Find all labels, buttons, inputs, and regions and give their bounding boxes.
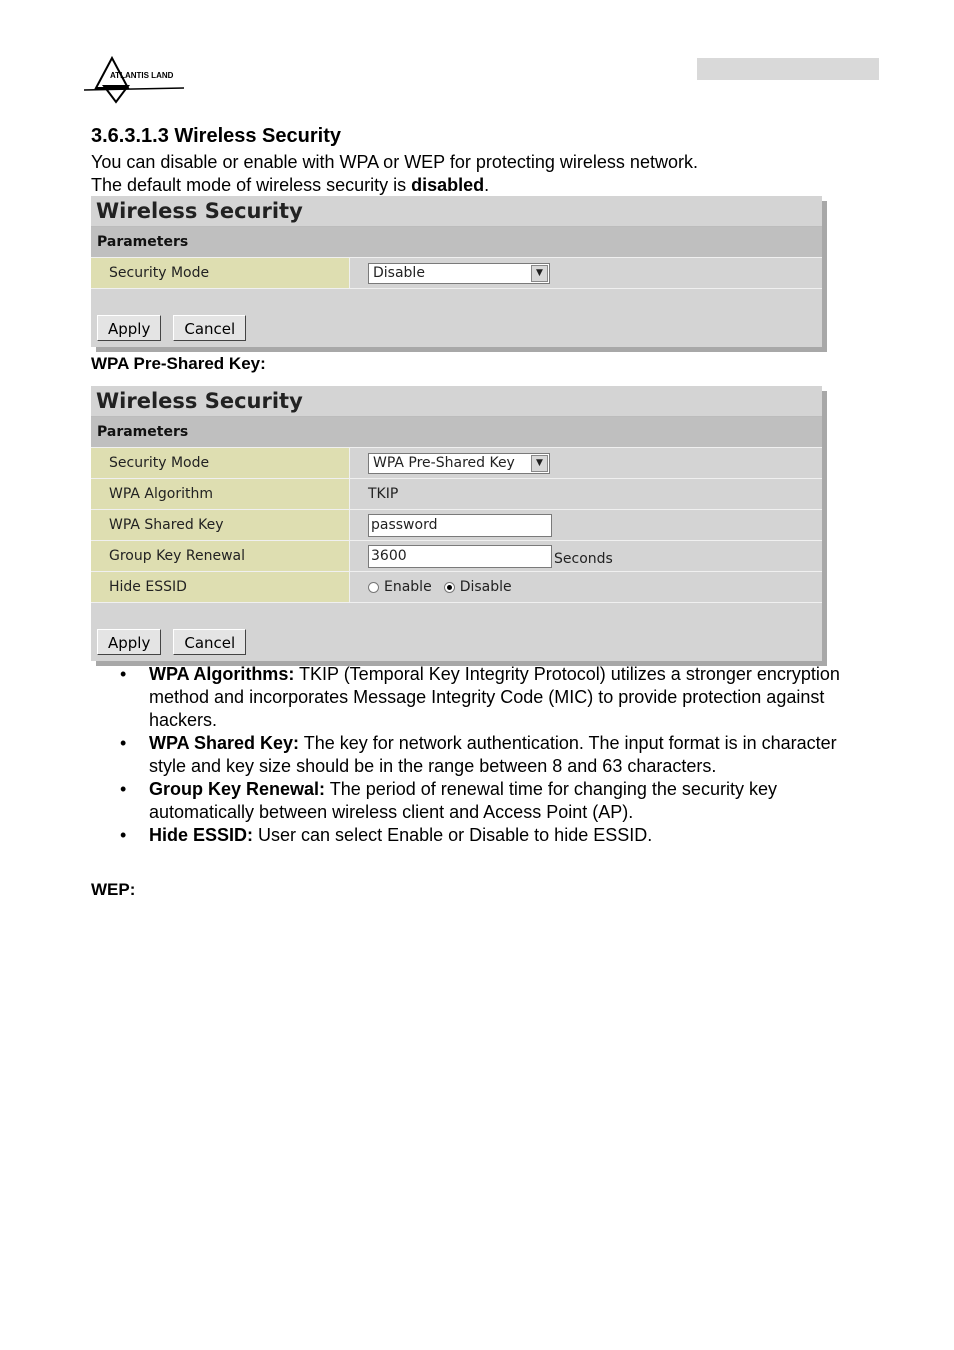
group-key-renewal-label: Group Key Renewal bbox=[91, 541, 349, 571]
parameters-header: Parameters bbox=[91, 227, 822, 257]
list-item bbox=[149, 824, 849, 847]
wpa-shared-key-input[interactable]: password bbox=[368, 514, 552, 537]
panel-title: Wireless Security bbox=[91, 386, 822, 417]
button-row bbox=[91, 629, 822, 661]
apply-button[interactable]: Apply bbox=[97, 629, 161, 655]
bullet-term: WPA Shared Key: bbox=[149, 733, 300, 753]
intro-line-2-prefix: The default mode of wireless security is bbox=[91, 175, 412, 195]
chevron-down-icon[interactable]: ▼ bbox=[531, 265, 548, 282]
bullet-term: Group Key Renewal: bbox=[149, 779, 326, 799]
intro-default-mode: disabled bbox=[411, 175, 485, 195]
list-item bbox=[149, 732, 849, 778]
hide-essid-cell bbox=[349, 572, 822, 602]
disable-radio-label[interactable]: Disable bbox=[459, 579, 512, 595]
button-row bbox=[91, 315, 822, 347]
bullet-text: User can select Enable or Disable to hide ESSID. bbox=[253, 825, 653, 845]
wep-heading: WEP: bbox=[91, 880, 136, 899]
cancel-button[interactable]: Cancel bbox=[173, 629, 246, 655]
bullet-text: The key for network authentication. The input format is in character style and key size should be in the range between 8 and 63 characters. bbox=[149, 733, 837, 776]
security-mode-select[interactable] bbox=[368, 263, 550, 284]
intro-line-2-suffix: . bbox=[484, 175, 490, 195]
security-mode-label: Security Mode bbox=[91, 258, 349, 288]
intro-line-1: You can disable or enable with WPA or WEP for protecting wireless network. bbox=[91, 152, 698, 172]
security-mode-cell bbox=[349, 448, 822, 478]
bullet-text: TKIP (Temporal Key Integrity Protocol) utilizes a stronger encryption method and incorporates Message Integrity Code (MIC) to provide protection against hackers. bbox=[149, 664, 840, 730]
group-key-renewal-cell bbox=[349, 541, 822, 571]
wpa-shared-key-cell bbox=[349, 510, 822, 540]
hide-essid-row bbox=[91, 571, 822, 602]
security-mode-label: Security Mode bbox=[91, 448, 349, 478]
enable-radio[interactable] bbox=[368, 582, 379, 593]
bullet-term: WPA Algorithms: bbox=[149, 664, 295, 684]
cancel-button[interactable]: Cancel bbox=[173, 315, 246, 341]
panel-title: Wireless Security bbox=[91, 196, 822, 227]
group-key-renewal-input[interactable]: 3600 bbox=[368, 545, 552, 568]
atlantis-logo bbox=[84, 56, 186, 106]
bullet-term: Hide ESSID: bbox=[149, 825, 254, 845]
parameters-header: Parameters bbox=[91, 417, 822, 447]
logo-text: ATLANTIS LAND bbox=[110, 71, 174, 80]
wpa-shared-key-row bbox=[91, 509, 822, 540]
security-mode-row bbox=[91, 257, 822, 288]
intro-line-2 bbox=[91, 174, 698, 197]
security-mode-row bbox=[91, 447, 822, 478]
group-key-renewal-row bbox=[91, 540, 822, 571]
section-title: 3.6.3.1.3 Wireless Security bbox=[91, 125, 341, 147]
list-item bbox=[149, 778, 849, 824]
wpa-heading: WPA Pre-Shared Key: bbox=[91, 354, 266, 373]
list-item bbox=[149, 663, 849, 732]
hide-essid-label: Hide ESSID bbox=[91, 572, 349, 602]
security-mode-cell bbox=[349, 258, 822, 288]
security-mode-select[interactable] bbox=[368, 453, 550, 474]
apply-button[interactable]: Apply bbox=[97, 315, 161, 341]
intro-text bbox=[91, 151, 698, 197]
disable-radio[interactable] bbox=[444, 582, 455, 593]
wpa-algorithm-label: WPA Algorithm bbox=[91, 479, 349, 509]
renewal-unit: Seconds bbox=[554, 551, 613, 567]
description-list bbox=[149, 663, 849, 847]
security-mode-selected: WPA Pre-Shared Key bbox=[373, 455, 515, 471]
wireless-security-panel-disabled bbox=[91, 196, 822, 347]
wpa-shared-key-label: WPA Shared Key bbox=[91, 510, 349, 540]
chevron-down-icon[interactable]: ▼ bbox=[531, 455, 548, 472]
header-bar bbox=[697, 58, 879, 80]
wpa-algorithm-row bbox=[91, 478, 822, 509]
spacer bbox=[91, 602, 822, 629]
wireless-security-panel-wpa bbox=[91, 386, 822, 661]
spacer bbox=[91, 288, 822, 315]
bullet-text: The period of renewal time for changing the security key automatically between wireless client and Access Point (AP). bbox=[149, 779, 777, 822]
wpa-algorithm-value: TKIP bbox=[349, 479, 822, 509]
enable-radio-label[interactable]: Enable bbox=[384, 579, 432, 595]
security-mode-selected: Disable bbox=[373, 265, 425, 281]
